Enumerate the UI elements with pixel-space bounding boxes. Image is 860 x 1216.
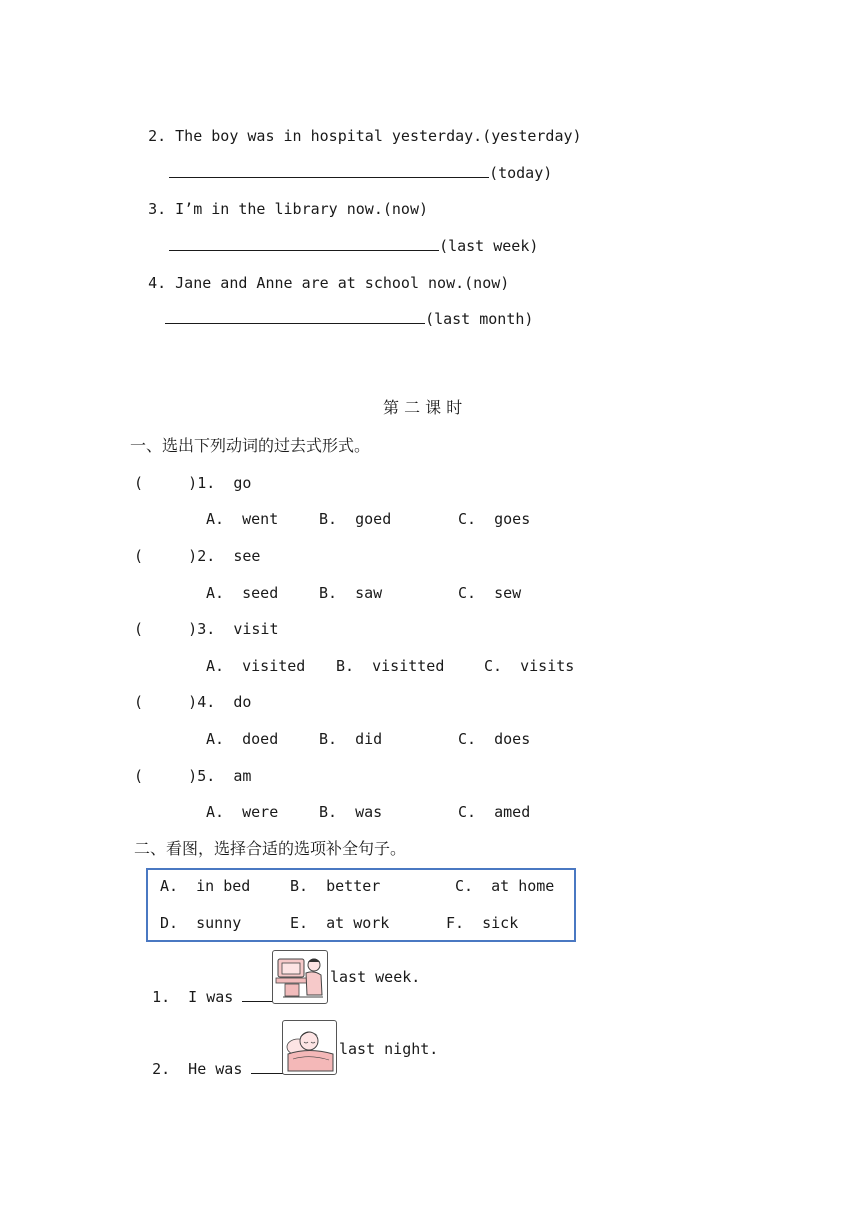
answer-blank[interactable] [165,309,425,324]
word-option-a: A. in bed [160,877,251,895]
computer-icon [273,951,327,1003]
exercise-4-sentence: 4. Jane and Anne are at school now.(now) [148,274,510,292]
q2-option-a: A. seed [206,584,279,602]
q1-option-b: B. goed [319,510,392,528]
exercise-2-sentence: 2. The boy was in hospital yesterday.(yesterday) [148,127,582,145]
question-2: ( )2. see [134,547,261,565]
picture-item-2-suffix: last night. [339,1040,439,1058]
q3-option-b: B. visitted [336,657,445,675]
question-4: ( )4. do [134,693,252,711]
exercise-3-sentence: 3. I’m in the library now.(now) [148,200,429,218]
answer-blank[interactable] [169,163,489,178]
bed-icon [283,1021,336,1074]
exercise-4-answer-line: (last month) [147,289,533,329]
answer-paren[interactable]: ( ) [134,767,198,785]
q5-option-c: C. amed [458,803,531,821]
question-3: ( )3. visit [134,620,279,638]
word-option-f: F. sick [446,914,519,932]
section-1-heading: 一、选出下列动词的过去式形式。 [130,436,371,455]
question-1: ( )1. go [134,474,252,492]
word-option-c: C. at home [455,877,555,895]
picture-item-1-suffix: last week. [330,968,421,986]
exercise-2-answer-line: (today) [151,143,552,183]
boy-in-bed-picture [282,1020,337,1075]
section-2-heading: 二、看图，选择合适的选项补全句子。 [134,839,407,858]
q5-option-b: B. was [319,803,383,821]
picture-item-1-prefix: 1. I was [134,967,300,1007]
q2-option-b: B. saw [319,584,383,602]
word-option-e: E. at work [290,914,390,932]
answer-paren[interactable]: ( ) [134,693,198,711]
picture-item-2-prefix: 2. He was [134,1039,311,1079]
answer-paren[interactable]: ( ) [134,620,198,638]
question-5: ( )5. am [134,767,252,785]
q3-option-c: C. visits [484,657,575,675]
person-at-computer-picture [272,950,328,1004]
answer-paren[interactable]: ( ) [134,547,198,565]
q4-option-b: B. did [319,730,383,748]
q2-option-c: C. sew [458,584,522,602]
q4-option-a: A. doed [206,730,279,748]
word-option-d: D. sunny [160,914,242,932]
q3-option-a: A. visited [206,657,306,675]
lesson-title: 第 二 课 时 [383,398,463,417]
word-option-b: B. better [290,877,381,895]
answer-paren[interactable]: ( ) [134,474,198,492]
answer-blank[interactable] [169,236,439,251]
q4-option-c: C. does [458,730,531,748]
q1-option-c: C. goes [458,510,531,528]
q1-option-a: A. went [206,510,279,528]
q5-option-a: A. were [206,803,279,821]
exercise-3-answer-line: (last week) [151,216,538,256]
